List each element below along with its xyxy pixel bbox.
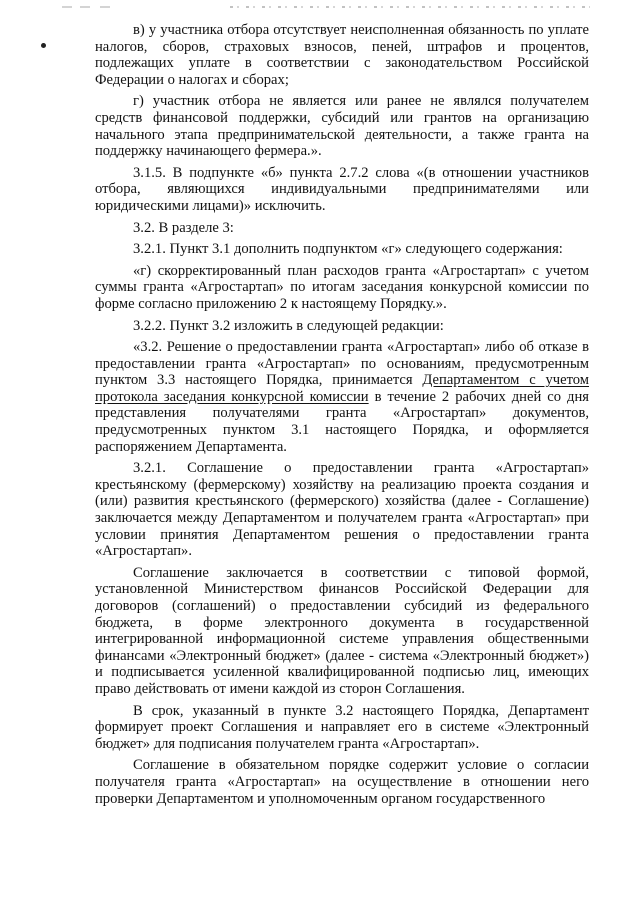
- paragraph-consent: Соглашение в обязательном порядке содержит условие о согласии получателя гранта «Агростартап» на осуществление в отношении него проверки Департаментом и уполномоченным органом государственного: [95, 757, 589, 807]
- margin-dot: [41, 43, 46, 48]
- paragraph-3-2-quote-text: «3.2. Решение о предоставлении гранта «Агростартап» либо об отказе в предоставлении гранта «Агростартап» по основаниям, предусмотренным пунктом 3.3 настоящего Порядка, принимается: [95, 339, 589, 389]
- paragraph-3-2-quote: [95, 339, 589, 455]
- paragraph-3-2-quote-continued: в течение 2 рабочих дней со дня представления получателями гранта «Агростартап» документов, предусмотренных пунктом 3.1 настоящего Порядка, и оформляется распоряжением Департамента.: [95, 388, 589, 455]
- paragraph-v: в) у участника отбора отсутствует неисполненная обязанность по уплате налогов, сборов, страховых взносов, пеней, штрафов и процентов, подлежащих уплате в соответствии с законодательством Российской Федерации о налогах и сборах;: [95, 22, 589, 88]
- paragraph-g-quote: «г) скорректированный план расходов гранта «Агростартап» с учетом суммы гранта «Агростартап» по итогам заседания конкурсной комиссии по форме согласно приложению 2 к настоящему Порядку.».: [95, 262, 589, 312]
- paragraph-deadline: В срок, указанный в пункте 3.2 настоящего Порядка, Департамент формирует проект Соглашения и направляет его в системе «Электронный бюджет» для подписания получателем гранта «Агростартап».: [95, 702, 589, 752]
- paragraph-3-1-5: 3.1.5. В подпункте «б» пункта 2.7.2 слова «(в отношении участников отбора, являющихся индивидуальными предпринимателями или юридическими лицами)» исключить.: [95, 164, 589, 214]
- document-page: [95, 22, 589, 807]
- paragraph-3-2: 3.2. В разделе 3:: [133, 219, 234, 236]
- scan-artifact: [62, 6, 72, 8]
- paragraph-3-2-1-agreement: 3.2.1. Соглашение о предоставлении гранта «Агростартап» крестьянскому (фермерскому) хозяйству на реализацию проекта создания и (или) развития крестьянского (фермерского) хозяйства (далее - Соглашение) заключается между Департаментом и получателем гранта «Агростартап» при условии принятия Департаментом решения о предоставлении гранта «Агростартап».: [95, 460, 589, 560]
- paragraph-agreement-form: Соглашение заключается в соответствии с типовой формой, установленной Министерством финансов Российской Федерации для договоров (соглашений) о предоставлении субсидий из федерального бюджета, в форме электронного документа в государственной интегрированной информационной системе управления общественными финансами «Электронный бюджет» (далее - система «Электронный бюджет») и подписывается усиленной квалифицированной подписью лиц, имеющих право действовать от имени каждой из сторон Соглашения.: [95, 564, 589, 697]
- underlined-text: Департаментом с учетом протокола заседания конкурсной комиссии: [95, 372, 590, 405]
- paragraph-3-2-1: 3.2.1. Пункт 3.1 дополнить подпунктом «г» следующего содержания:: [133, 241, 563, 258]
- paragraph-3-2-2: 3.2.2. Пункт 3.2 изложить в следующей редакции:: [133, 317, 444, 334]
- scan-artifact: [100, 6, 110, 8]
- scan-artifact: [80, 6, 90, 8]
- paragraph-g: г) участник отбора не является или ранее не являлся получателем средств финансовой поддержки, субсидий или грантов на организацию начального этапа предпринимательской деятельности, а также гранта на поддержку начинающего фермера.».: [95, 93, 589, 160]
- scan-artifact: [230, 6, 590, 8]
